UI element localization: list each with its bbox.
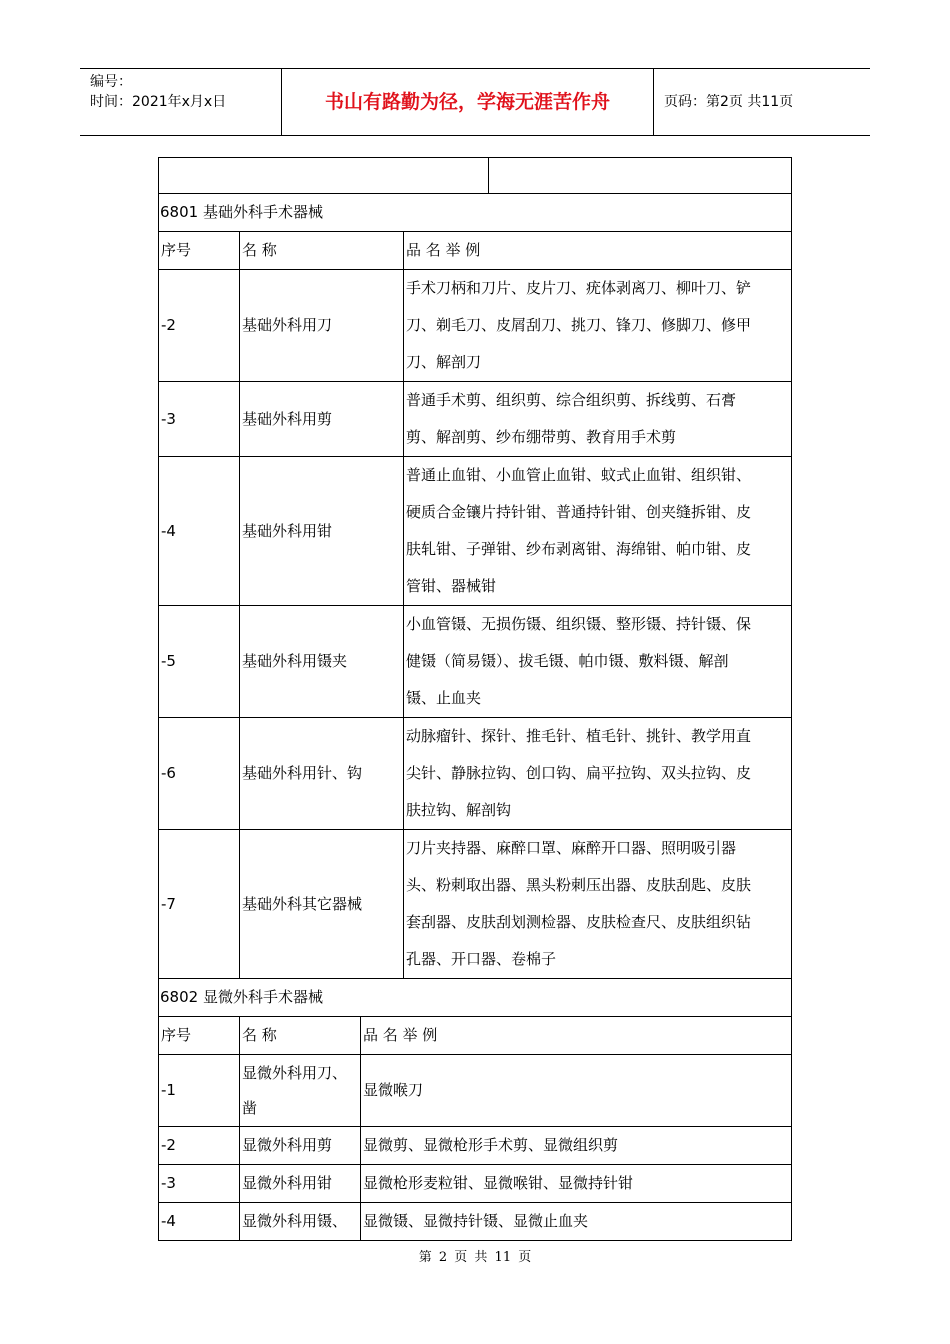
row-examples <box>404 270 792 382</box>
section-title: 6802 显微外科手术器械 <box>159 979 792 1017</box>
row-examples: 显微剪、显微枪形手术剪、显微组织剪 <box>361 1127 792 1165</box>
page-footer: 第 2 页 共 11 页 <box>418 1250 532 1265</box>
example-line: 硬质合金镶片持针钳、普通持针钳、创夹缝拆钳、皮 <box>406 503 752 521</box>
time-label: 时间：2021年x月x日 <box>90 94 227 110</box>
row-examples: 显微枪形麦粒钳、显微喉钳、显微持针钳 <box>361 1165 792 1203</box>
row-number: -6 <box>159 718 240 830</box>
example-line: 镊、止血夹 <box>406 689 482 707</box>
example-line: 管钳、器械钳 <box>406 577 497 595</box>
row-examples <box>404 830 792 979</box>
header-meta <box>80 69 282 135</box>
example-line: 剪、解剖剪、纱布绷带剪、教育用手术剪 <box>406 428 677 446</box>
name-line: 显微外科用刀、 <box>242 1063 348 1082</box>
row-examples: 显微喉刀 <box>361 1055 792 1127</box>
example-line: 普通止血钳、小血管止血钳、蚊式止血钳、组织钳、 <box>406 466 752 484</box>
empty-cell <box>159 158 489 194</box>
row-number: -3 <box>159 382 240 457</box>
row-name: 显微外科用剪 <box>240 1127 361 1165</box>
row-number: -2 <box>159 1127 240 1165</box>
table-row <box>159 1127 792 1165</box>
row-name: 基础外科用刀 <box>240 270 404 382</box>
section-title: 6801 基础外科手术器械 <box>159 194 792 232</box>
example-line: 肤轧钳、子弹钳、纱布剥离钳、海绵钳、帕巾钳、皮 <box>406 540 752 558</box>
column-header-examples: 品 名 举 例 <box>361 1017 792 1055</box>
table-row <box>159 830 792 979</box>
example-line: 肤拉钩、解剖钩 <box>406 801 512 819</box>
example-line: 头、粉刺取出器、黑头粉刺压出器、皮肤刮匙、皮肤 <box>406 876 752 894</box>
row-number: -4 <box>159 457 240 606</box>
row-number: -2 <box>159 270 240 382</box>
row-name <box>240 1055 361 1127</box>
row-number: -5 <box>159 606 240 718</box>
table-row <box>159 1055 792 1127</box>
table-row <box>159 382 792 457</box>
example-line: 手术刀柄和刀片、皮片刀、疣体剥离刀、柳叶刀、铲 <box>406 279 752 297</box>
example-line: 套刮器、皮肤刮划测检器、皮肤检查尺、皮肤组织钻 <box>406 913 752 931</box>
row-examples <box>404 718 792 830</box>
table-row <box>159 1203 792 1241</box>
row-number: -1 <box>159 1055 240 1127</box>
code-label: 编号： <box>90 74 132 90</box>
row-name: 显微外科用镊、 <box>240 1203 361 1241</box>
row-examples: 显微镊、显微持针镊、显微止血夹 <box>361 1203 792 1241</box>
example-line: 刀、解剖刀 <box>406 353 482 371</box>
row-name: 基础外科用钳 <box>240 457 404 606</box>
column-header-no: 序号 <box>159 1017 240 1055</box>
table-row <box>159 270 792 382</box>
section-6802-table <box>158 1016 792 1241</box>
empty-top-table <box>158 157 792 194</box>
column-header-name: 名 称 <box>240 1017 361 1055</box>
example-line: 孔器、开口器、卷棉子 <box>406 950 557 968</box>
column-header-no: 序号 <box>159 232 240 270</box>
document-body <box>158 157 791 1241</box>
example-line: 刀、剃毛刀、皮屑刮刀、挑刀、锋刀、修脚刀、修甲 <box>406 316 752 334</box>
header-page-number: 页码：第2页 共11页 <box>664 94 794 110</box>
example-line: 健镊（简易镊）、拔毛镊、帕巾镊、敷料镊、解剖 <box>406 652 729 670</box>
page-header <box>80 68 870 136</box>
section-6801-table <box>158 193 792 1017</box>
example-line: 刀片夹持器、麻醉口罩、麻醉开口器、照明吸引器 <box>406 839 737 857</box>
column-header-examples: 品 名 举 例 <box>404 232 792 270</box>
table-row <box>159 718 792 830</box>
row-number: -3 <box>159 1165 240 1203</box>
name-line: 凿 <box>242 1098 258 1117</box>
row-number: -4 <box>159 1203 240 1241</box>
table-row <box>159 457 792 606</box>
example-line: 尖针、静脉拉钩、创口钩、扁平拉钩、双头拉钩、皮 <box>406 764 752 782</box>
column-header-name: 名 称 <box>240 232 404 270</box>
empty-cell <box>489 158 792 194</box>
row-name: 基础外科用针、钩 <box>240 718 404 830</box>
row-examples <box>404 382 792 457</box>
table-row <box>159 1165 792 1203</box>
example-line: 动脉瘤针、探针、推毛针、植毛针、挑针、教学用直 <box>406 727 752 745</box>
row-number: -7 <box>159 830 240 979</box>
example-line: 小血管镊、无损伤镊、组织镊、整形镊、持针镊、保 <box>406 615 752 633</box>
row-name: 基础外科用剪 <box>240 382 404 457</box>
header-motto: 书山有路勤为径，学海无涯苦作舟 <box>282 69 654 135</box>
table-row <box>159 606 792 718</box>
row-examples <box>404 457 792 606</box>
row-name: 显微外科用钳 <box>240 1165 361 1203</box>
row-name: 基础外科其它器械 <box>240 830 404 979</box>
example-line: 普通手术剪、组织剪、综合组织剪、拆线剪、石膏 <box>406 391 737 409</box>
row-examples <box>404 606 792 718</box>
row-name: 基础外科用镊夹 <box>240 606 404 718</box>
